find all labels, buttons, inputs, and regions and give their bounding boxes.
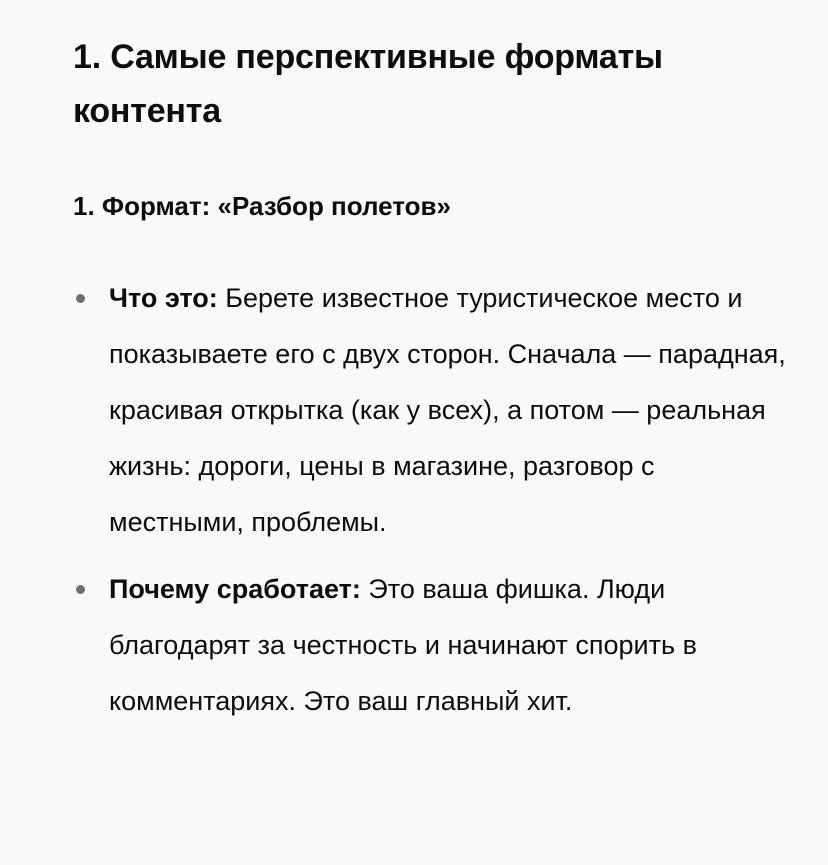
format-subheading: 1. Формат: «Разбор полетов» xyxy=(73,191,451,221)
bullet-label: Почему сработает: xyxy=(109,574,361,604)
section-heading: 1. Самые перспективные форматы контента xyxy=(73,38,663,130)
bullet-label: Что это: xyxy=(109,283,218,313)
bullet-dot-icon xyxy=(76,585,85,594)
list-item-what-is-it xyxy=(0,270,828,550)
bullet-dot-icon xyxy=(76,294,85,303)
list-item-why-it-works xyxy=(0,561,828,729)
bullet-list xyxy=(0,270,828,740)
bullet-text: Берете известное туристическое место и показываете его с двух сторон. Сначала — парадная, красивая открытка (как у всех), а потом — реальная жизнь: дороги, цены в магазине, разговор с местными, проблемы. xyxy=(109,283,786,537)
bullet-text: Это ваша фишка. Люди благодарят за честность и начинают спорить в комментариях. Это ваш главный хит. xyxy=(109,574,697,716)
